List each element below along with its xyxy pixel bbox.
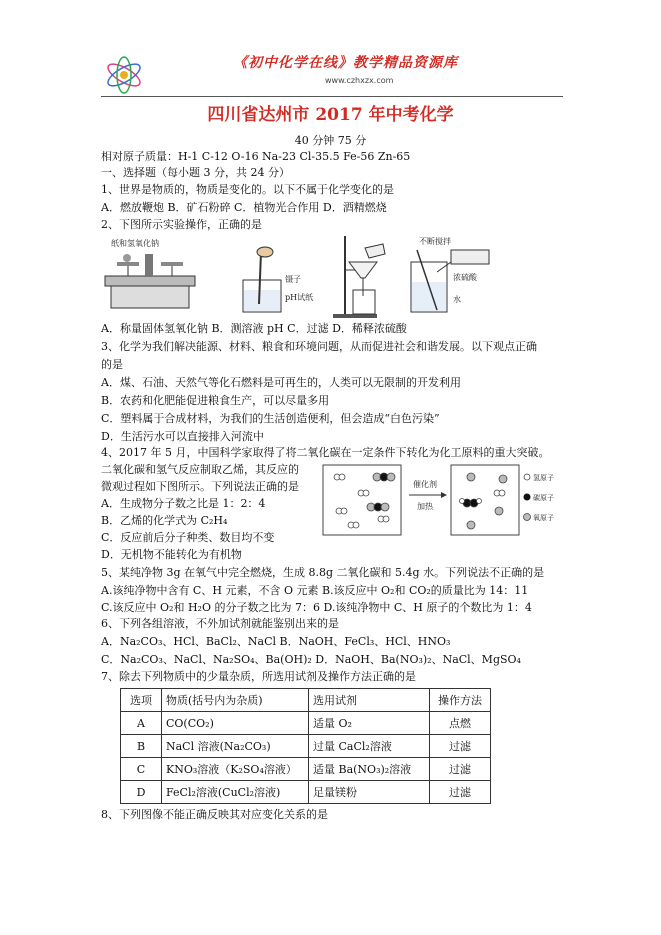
q2-label-stir: 不断搅拌 — [419, 237, 451, 246]
table-cell: 过滤 — [430, 758, 491, 781]
table-row — [121, 781, 491, 804]
q1-options: A．燃放鞭炮 B．矿石粉碎 C．植物光合作用 D．酒精燃烧 — [101, 201, 387, 214]
table-cell: 点燃 — [430, 712, 491, 735]
q2-filter-figure — [333, 236, 385, 318]
q2-options: A．称量固体氢氧化钠 B．测溶液 pH C．过滤 D．稀释浓硫酸 — [101, 322, 407, 335]
table-row — [121, 712, 491, 735]
table-header-row — [121, 689, 491, 712]
exam-duration: 40 分钟 75 分 — [294, 134, 367, 147]
q2-ph-figure — [243, 247, 313, 312]
table-cell: CO(CO₂) — [162, 712, 309, 735]
q4-arrow-bottom: 加热 — [417, 502, 433, 511]
q4-option-c: C．反应前后分子种类、数目均不变 — [101, 531, 275, 544]
table-cell: 适量 Ba(NO₃)₂溶液 — [309, 758, 430, 781]
section-heading: 一、选择题（每小题 3 分，共 24 分） — [101, 166, 290, 179]
q2-stem: 2、下图所示实验操作，正确的是 — [101, 218, 262, 231]
site-logo — [103, 54, 145, 96]
table-cell: 适量 O₂ — [309, 712, 430, 735]
q7-stem: 7、除去下列物质中的少量杂质，所选用试剂及操作方法正确的是 — [101, 670, 416, 683]
q3-stem-line2: 的是 — [101, 358, 123, 371]
q2-label-acid: 浓硫酸 — [453, 273, 477, 282]
q4-reaction-diagram — [321, 463, 559, 538]
atomic-masses: 相对原子质量：H-1 C-12 O-16 Na-23 Cl-35.5 Fe-56 Zn-65 — [101, 150, 411, 163]
table-header-cell: 物质(括号内为杂质) — [162, 689, 309, 712]
q4-stem-line1: 4、2017 年 5 月，中国科学家取得了将二氧化碳在一定条件下转化为化工原料的重大突破。 — [101, 446, 550, 459]
q7-table — [120, 688, 491, 804]
table-cell: A — [121, 712, 162, 735]
q2-figures — [101, 232, 521, 320]
q3-option-b: B．农药和化肥能促进粮食生产，可以尽量多用 — [101, 394, 330, 407]
table-cell: KNO₃溶液（K₂SO₄溶液） — [162, 758, 309, 781]
q6-stem: 6、下列各组溶液，不外加试剂就能鉴别出来的是 — [101, 617, 339, 630]
q8-stem: 8、下列图像不能正确反映其对应变化关系的是 — [101, 808, 328, 821]
table-cell: C — [121, 758, 162, 781]
q2-label-water: 水 — [453, 295, 461, 304]
site-url[interactable]: www.czhxzx.com — [325, 76, 394, 85]
table-cell: 过滤 — [430, 735, 491, 758]
q4-option-b: B．乙烯的化学式为 C₂H₄ — [101, 514, 228, 527]
site-title: 《初中化学在线》教学精品资源库 — [233, 55, 458, 71]
q5-stem: 5、某纯净物 3g 在氧气中完全燃烧，生成 8.8g 二氧化碳和 5.4g 水。下列说法不正确的是 — [101, 566, 545, 579]
table-header-cell: 选项 — [121, 689, 162, 712]
q1-stem: 1、世界是物质的，物质是变化的。以下不属于化学变化的是 — [101, 183, 394, 196]
q2-label-naoh: 纸和氢氧化钠 — [111, 239, 159, 248]
table-cell: FeCl₂溶液(CuCl₂溶液) — [162, 781, 309, 804]
q4-option-a: A．生成物分子数之比是 1：2：4 — [101, 497, 266, 510]
q5-options-ab: A.该纯净物中含有 C、H 元素，不含 O 元素 B.该反应中 O₂和 CO₂的质量比为 14：11 — [101, 584, 529, 597]
exam-title: 四川省达州市 2017 年中考化学 — [207, 105, 454, 125]
table-cell: 过量 CaCl₂溶液 — [309, 735, 430, 758]
q4-legend-hydrogen: 氢原子 — [533, 474, 554, 482]
q5-options-cd: C.该反应中 O₂和 H₂O 的分子数之比为 7：6 D.该纯净物中 C、H 原子的个数比为 1：4 — [101, 601, 532, 614]
table-row — [121, 758, 491, 781]
table-cell: 足量镁粉 — [309, 781, 430, 804]
table-cell: 过滤 — [430, 781, 491, 804]
q4-stem-line2: 二氧化碳和氢气反应制取乙烯，其反应的 — [101, 463, 299, 476]
banner-divider — [101, 96, 563, 97]
q3-option-c: C．塑料属于合成材料，为我们的生活创造便利，但会造成“白色污染” — [101, 412, 440, 425]
q2-label-tweezers: 镊子 — [285, 275, 301, 284]
q4-option-d: D．无机物不能转化为有机物 — [101, 548, 242, 561]
q6-options-ab: A．Na₂CO₃、HCl、BaCl₂、NaCl B．NaOH、FeCl₃、HCl、HNO₃ — [101, 635, 451, 648]
table-cell: B — [121, 735, 162, 758]
table-row — [121, 735, 491, 758]
q2-label-ph-paper: pH试纸 — [285, 293, 314, 302]
table-header-cell: 操作方法 — [430, 689, 491, 712]
q4-stem-line3: 微观过程如下图所示。下列说法正确的是 — [101, 480, 299, 493]
table-header-cell: 选用试剂 — [309, 689, 430, 712]
q4-legend-oxygen: 氧原子 — [533, 514, 554, 522]
q4-arrow-top: 催化剂 — [413, 480, 437, 489]
table-cell: NaCl 溶液(Na₂CO₃) — [162, 735, 309, 758]
table-cell: D — [121, 781, 162, 804]
q2-balance-figure — [105, 238, 195, 308]
q3-option-d: D．生活污水可以直接排入河流中 — [101, 430, 264, 443]
q6-options-cd: C．Na₂CO₃、NaCl、Na₂SO₄、Ba(OH)₂ D．NaOH、Ba(NO₃)₂、NaCl、MgSO₄ — [101, 653, 521, 666]
q4-legend-carbon: 碳原子 — [533, 494, 554, 502]
q2-dilution-figure — [411, 236, 489, 312]
q3-option-a: A．煤、石油、天然气等化石燃料是可再生的，人类可以无限制的开发利用 — [101, 376, 461, 389]
q3-stem-line1: 3、化学为我们解决能源、材料、粮食和环境问题，从而促进社会和谐发展。以下观点正确 — [101, 340, 537, 353]
